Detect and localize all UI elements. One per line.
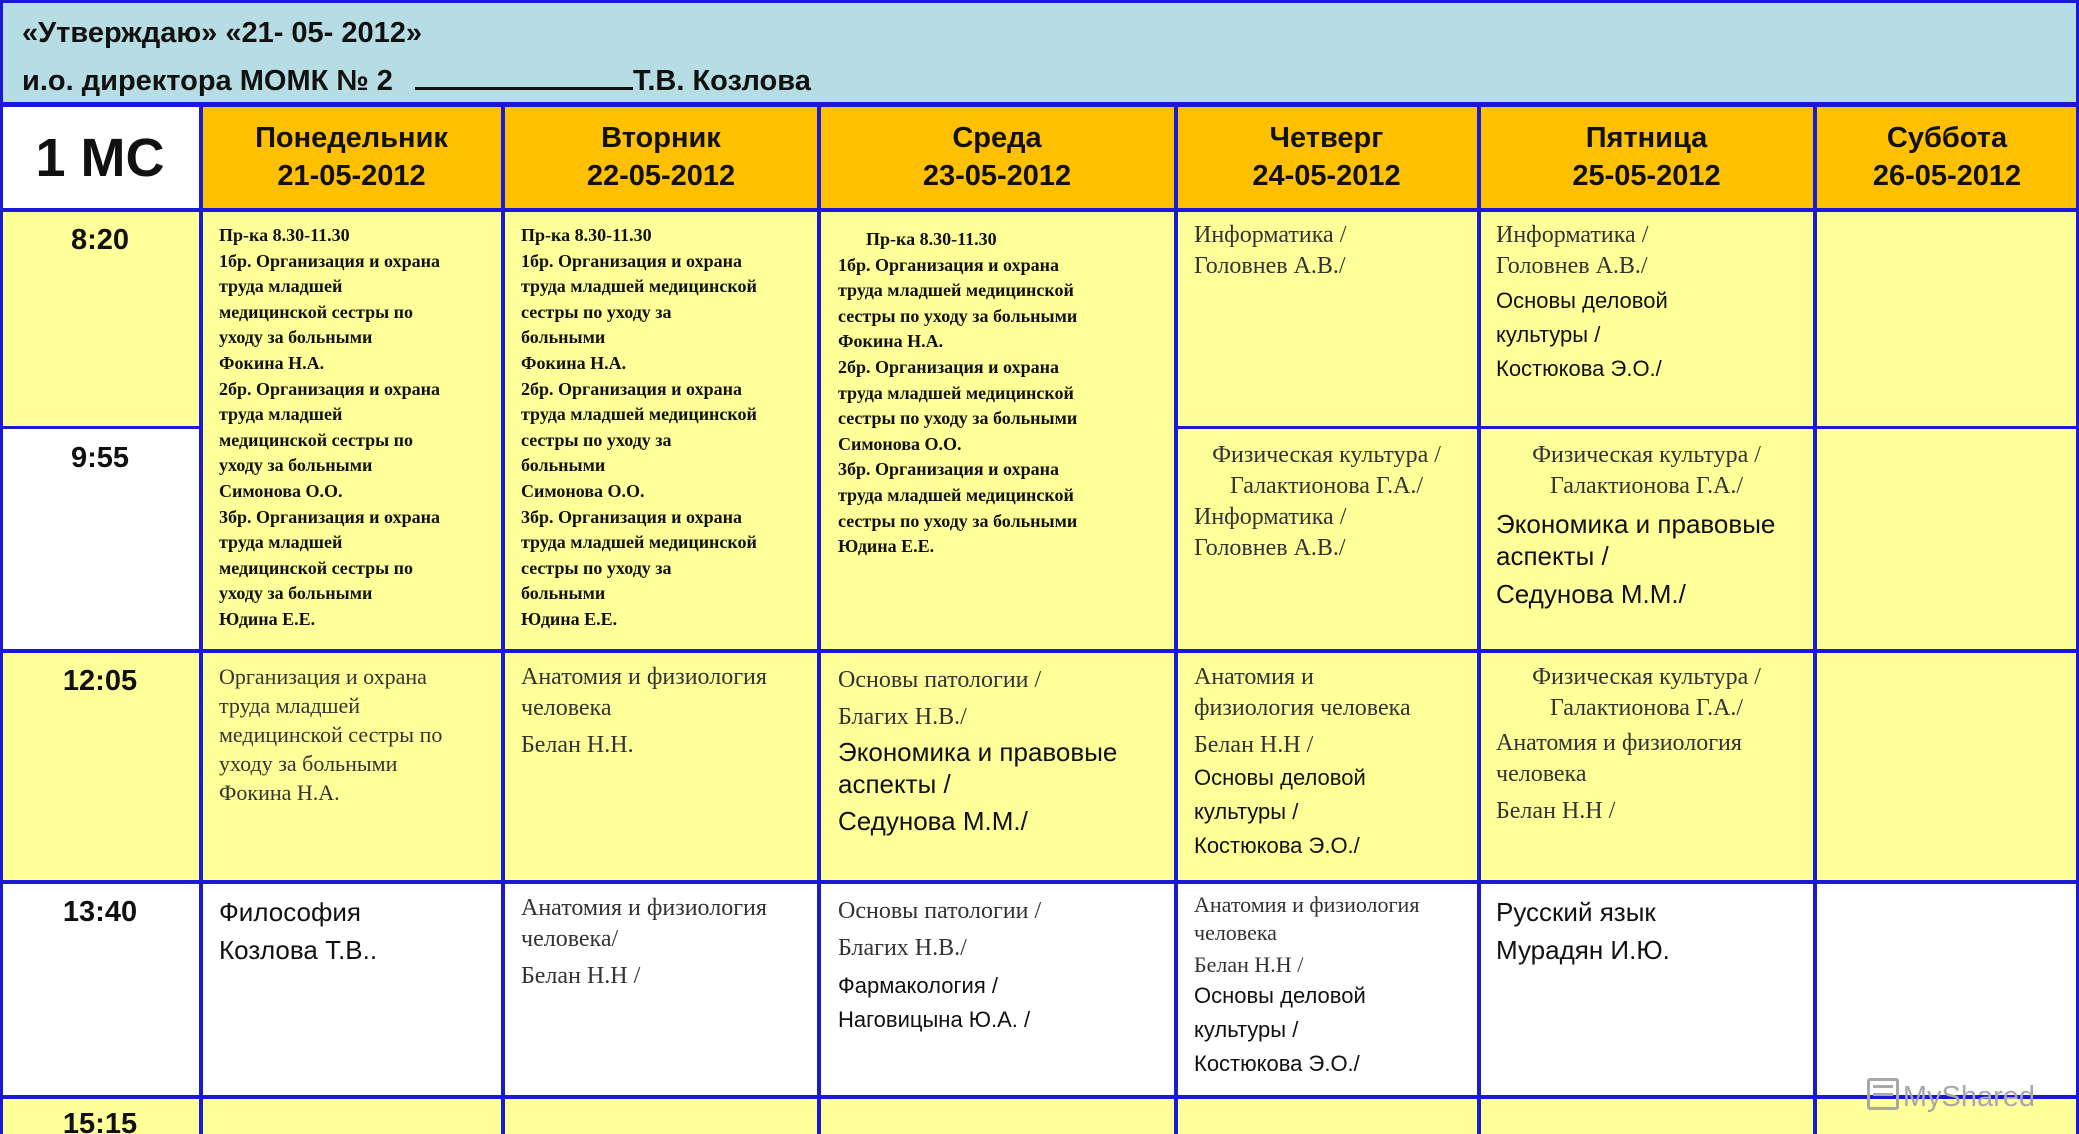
grid-line: [0, 880, 2079, 884]
time-slot-5: 15:15: [0, 1097, 200, 1134]
lesson-friday-2: Физическая культура / Галактионова Г.А./ Экономика и правовые аспекты / Седунова М.М./: [1478, 428, 1815, 651]
day-header-thursday: [1175, 105, 1478, 210]
lesson-monday-4: Философия Козлова Т.В..: [200, 882, 503, 1097]
practice-text: Пр-ка 8.30-11.30 1бр. Организация и охрана труда младшей медицинской сестры по уходу за больными Фокина Н.А. 2бр. Организация и охрана труда младшей медицинской сестры по уходу за больными Симонова О.О. 3бр. Организация и охрана труда младшей медицинской сестры по уходу за больными Юдина Е.Е.: [219, 225, 440, 629]
row-5-cells: [200, 1097, 2079, 1134]
empty-saturday-4: [1815, 882, 2079, 1097]
lesson-friday-3: Физическая культура / Галактионова Г.А./ Анатомия и физиология человека Белан Н.Н /: [1478, 651, 1815, 882]
lesson-monday-3: Организация и охрана труда младшей медицинской сестры по уходу за больными Фокина Н.А.: [200, 651, 503, 882]
director-name: Т.В. Козлова: [632, 65, 811, 97]
day-header-saturday: [1815, 105, 2079, 210]
myshared-logo-icon: [1867, 1078, 1899, 1110]
day-name: Четверг: [1269, 122, 1384, 154]
lesson-wednesday-4: Основы патологии / Благих Н.В./ Фармакология / Наговицына Ю.А. /: [819, 882, 1175, 1097]
lesson-thursday-3: Анатомия и физиология человека Белан Н.Н / Основы деловой культуры / Костюкова Э.О./: [1175, 651, 1478, 882]
day-date: 25-05-2012: [1572, 160, 1721, 192]
grid-line: [0, 105, 3, 1134]
watermark: [1867, 1078, 2035, 1114]
grid-line: [0, 426, 200, 429]
lesson-friday-1: Информатика / Головнев А.В./ Основы деловой культуры / Костюкова Э.О./: [1478, 210, 1815, 428]
grid-line: [1174, 105, 1178, 1134]
time-slot-4: 13:40: [0, 882, 200, 1097]
time-slot-1: 8:20: [0, 210, 200, 428]
day-name: Среда: [952, 122, 1042, 154]
practice-cell-tuesday: [503, 210, 819, 651]
day-name: Вторник: [601, 122, 721, 154]
grid-line: [0, 103, 2079, 107]
practice-text: Пр-ка 8.30-11.30 1бр. Организация и охрана труда младшей медицинской сестры по уходу за больными Фокина Н.А. 2бр. Организация и охрана труда младшей медицинской сестры по уходу за больными Симонова О.О. 3бр. Организация и охрана труда младшей медицинской сестры по уходу за больными Юдина Е.Е.: [838, 229, 1078, 557]
watermark-text: MyShared: [1902, 1081, 2035, 1113]
practice-text: Пр-ка 8.30-11.30 1бр. Организация и охрана труда младшей медицинской сестры по уходу за больными Фокина Н.А. 2бр. Организация и охрана труда младшей медицинской сестры по уходу за больными Симонова О.О. 3бр. Организация и охрана труда младшей медицинской сестры по уходу за больными Юдина Е.Е.: [521, 225, 757, 629]
grid-line: [199, 105, 203, 1134]
practice-cell-monday: [200, 210, 503, 651]
lesson-tuesday-4: Анатомия и физиология человека/ Белан Н.Н /: [503, 882, 819, 1097]
approval-line: «Утверждаю» «21- 05- 2012»: [22, 17, 423, 49]
grid-line: [501, 105, 505, 1134]
day-name: Понедельник: [255, 122, 448, 154]
grid-line: [0, 208, 2079, 212]
practice-cell-wednesday: [819, 210, 1175, 651]
group-cell: [0, 105, 200, 210]
day-header-friday: [1478, 105, 1815, 210]
signature-line: [415, 61, 633, 90]
day-name: Пятница: [1585, 122, 1708, 154]
lesson-thursday-4: Анатомия и физиология человека Белан Н.Н / Основы деловой культуры / Костюкова Э.О./: [1175, 882, 1478, 1097]
grid-line: [0, 1095, 2079, 1099]
day-date: 22-05-2012: [586, 160, 736, 192]
lesson-tuesday-3: Анатомия и физиология человека Белан Н.Н.: [503, 651, 819, 882]
director-prefix: и.о. директора МОМК № 2: [22, 65, 393, 97]
grid-line: [1175, 426, 2079, 429]
empty-saturday-2: [1815, 428, 2079, 651]
day-date: 26-05-2012: [1872, 160, 2022, 192]
time-slot-3: 12:05: [0, 651, 200, 882]
grid-line: [1477, 105, 1481, 1134]
day-date: 24-05-2012: [1252, 160, 1401, 192]
day-header-tuesday: [503, 105, 819, 210]
group-name: 1 МС: [35, 128, 165, 188]
grid-line: [0, 649, 2079, 653]
day-header-wednesday: [819, 105, 1175, 210]
grid-line: [1813, 105, 1817, 1134]
empty-saturday-1: [1815, 210, 2079, 428]
director-line: [22, 61, 811, 98]
time-slot-2: 9:55: [0, 428, 200, 651]
empty-saturday-3: [1815, 651, 2079, 882]
lesson-friday-4: Русский язык Мурадян И.Ю.: [1478, 882, 1815, 1097]
approval-header: [0, 0, 2079, 105]
lesson-wednesday-3: Основы патологии / Благих Н.В./ Экономика и правовые аспекты / Седунова М.М./: [819, 651, 1175, 882]
day-date: 23-05-2012: [922, 160, 1072, 192]
grid-line: [817, 105, 821, 1134]
day-name: Суббота: [1886, 122, 2008, 154]
lesson-thursday-1: Информатика / Головнев А.В./: [1175, 210, 1478, 428]
day-date: 21-05-2012: [277, 160, 426, 192]
lesson-thursday-2: Физическая культура / Галактионова Г.А./ Информатика / Головнев А.В./: [1175, 428, 1478, 651]
day-header-monday: [200, 105, 503, 210]
